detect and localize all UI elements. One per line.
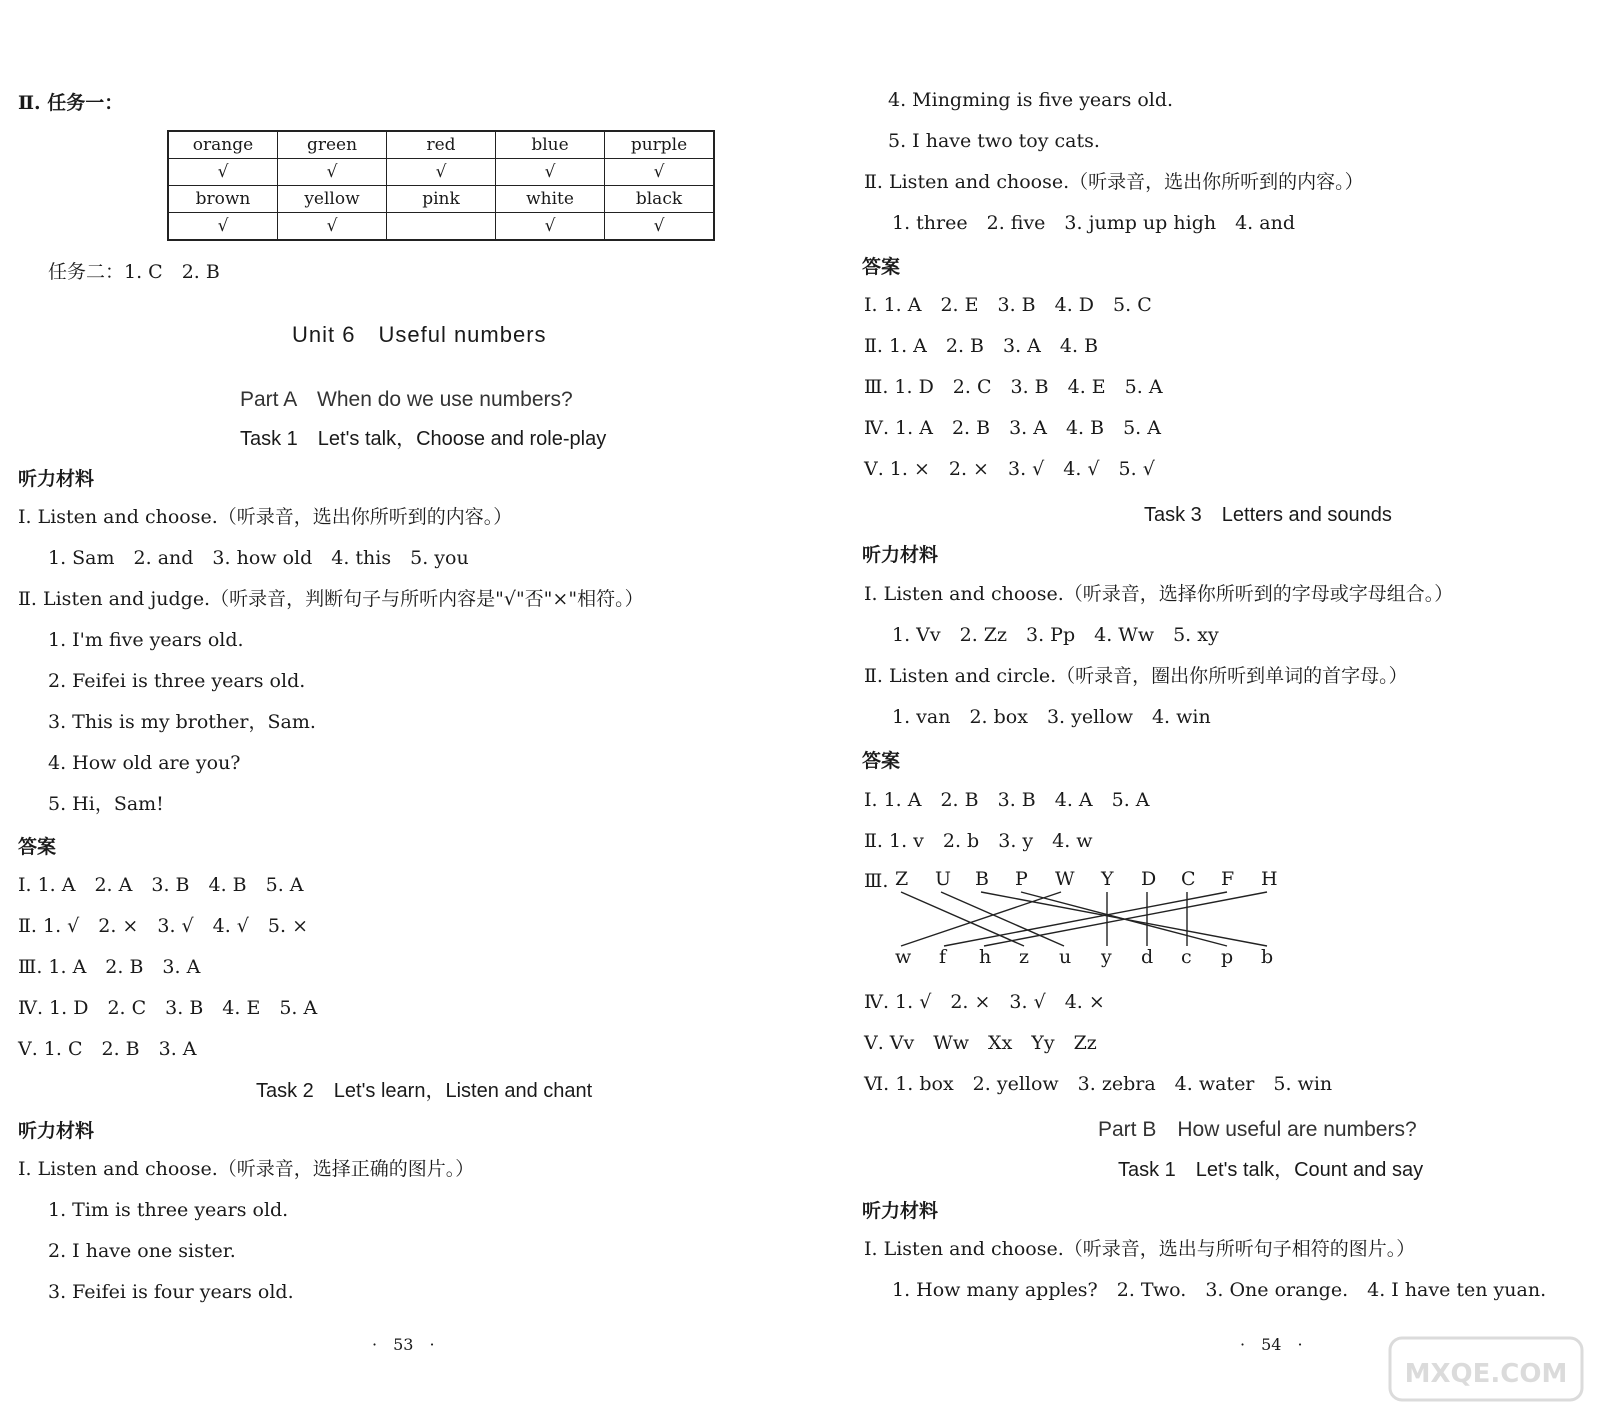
listening-ii-item: 3. This is my brother，Sam. [48, 711, 316, 733]
table-row [168, 159, 714, 186]
table-cell: yellow [278, 186, 387, 213]
listening-material-heading: 听力材料 [862, 544, 939, 566]
uppercase-letter: H [1261, 868, 1278, 890]
table-cell: brown [168, 186, 278, 213]
answer-line: Ⅳ. 1. √ 2. × 3. √ 4. × [864, 991, 1105, 1013]
listening-section-ii: Ⅱ. Listen and judge.（听录音，判断句子与所听内容是"√"否"×"相符。） [18, 588, 644, 610]
table-cell: √ [605, 159, 715, 186]
table-cell: orange [168, 131, 278, 159]
listening-item: 1. Tim is three years old. [48, 1199, 289, 1221]
right-page [860, 0, 1600, 1414]
watermark-text: MXQE.COM [1404, 1359, 1568, 1389]
uppercase-letter: Z [895, 868, 909, 890]
table-cell: blue [496, 131, 605, 159]
table-cell: √ [496, 159, 605, 186]
answer-line: Ⅰ. 1. A 2. A 3. B 4. B 5. A [18, 874, 304, 896]
uppercase-letter: D [1141, 868, 1157, 890]
listening-material-heading: 听力材料 [18, 1120, 95, 1142]
table-cell: √ [605, 213, 715, 241]
answers-heading: 答案 [862, 256, 901, 278]
listening-ii-items: 1. van 2. box 3. yellow 4. win [892, 706, 1211, 728]
answer-line: Ⅰ. 1. A 2. B 3. B 4. A 5. A [864, 789, 1150, 811]
matching-lines [865, 866, 1325, 976]
uppercase-letter: C [1181, 868, 1196, 890]
listening-item: 4. Mingming is five years old. [888, 89, 1174, 111]
listening-ii-item: 2. Feifei is three years old. [48, 670, 306, 692]
unit-title: Unit 6 Useful numbers [292, 322, 547, 347]
table-cell: pink [387, 186, 496, 213]
lowercase-letter: z [1019, 946, 1030, 968]
task1-title: Task 1 Let's talk，Choose and role-play [240, 428, 607, 450]
listening-section-ii: Ⅱ. Listen and choose.（听录音，选出你所听到的内容。） [864, 171, 1364, 193]
page-number: · 53 · [372, 1335, 435, 1354]
lowercase-letter: y [1101, 946, 1112, 968]
uppercase-letter: P [1015, 868, 1028, 890]
letter-matching-diagram [865, 866, 1325, 976]
lowercase-letter: f [939, 946, 947, 968]
uppercase-letter: B [975, 868, 989, 890]
lowercase-letter: w [895, 946, 912, 968]
task1-title: Task 1 Let's talk，Count and say [1118, 1159, 1424, 1181]
match-line [901, 892, 1061, 946]
table-cell: √ [168, 213, 278, 241]
lowercase-letter: u [1059, 946, 1072, 968]
listening-ii-items: 1. three 2. five 3. jump up high 4. and [892, 212, 1295, 234]
table-cell: purple [605, 131, 715, 159]
table-row [168, 213, 714, 241]
table-row [168, 186, 714, 213]
answer-line: Ⅴ. 1. × 2. × 3. √ 4. √ 5. √ [864, 458, 1155, 480]
table-cell: √ [278, 159, 387, 186]
table-cell: √ [387, 159, 496, 186]
lowercase-letter: b [1261, 946, 1274, 968]
matching-label: Ⅲ. [864, 870, 889, 892]
listening-i-items: 1. Vv 2. Zz 3. Pp 4. Ww 5. xy [892, 624, 1219, 646]
match-line [941, 892, 1064, 946]
answer-line: Ⅵ. 1. box 2. yellow 3. zebra 4. water 5. win [864, 1073, 1333, 1095]
lowercase-letter: h [979, 946, 992, 968]
lowercase-letter: p [1221, 946, 1234, 968]
left-page [0, 0, 790, 1414]
answer-line: Ⅴ. Vv Ww Xx Yy Zz [864, 1032, 1097, 1054]
listening-i-items: 1. How many apples? 2. Two. 3. One orange. 4. I have ten yuan. [892, 1279, 1547, 1301]
table-cell: green [278, 131, 387, 159]
answer-line: Ⅴ. 1. C 2. B 3. A [18, 1038, 197, 1060]
uppercase-letter: U [935, 868, 952, 890]
answer-line: Ⅱ. 1. √ 2. × 3. √ 4. √ 5. × [18, 915, 308, 937]
match-line [901, 892, 1024, 946]
task2-answer-line: 任务二：1. C 2. B [48, 261, 220, 283]
listening-item: 3. Feifei is four years old. [48, 1281, 294, 1303]
listening-ii-item: 4. How old are you? [48, 752, 241, 774]
table-cell: √ [278, 213, 387, 241]
lowercase-letter: c [1181, 946, 1192, 968]
color-check-table [167, 130, 715, 241]
match-line [944, 892, 1227, 946]
listening-section-ii: Ⅱ. Listen and circle.（听录音，圈出你所听到单词的首字母。） [864, 665, 1408, 687]
answer-line: Ⅰ. 1. A 2. E 3. B 4. D 5. C [864, 294, 1152, 316]
listening-section-i: Ⅰ. Listen and choose.（听录音，选择你所听到的字母或字母组合。） [864, 583, 1454, 605]
listening-item: 2. I have one sister. [48, 1240, 236, 1262]
listening-item: 5. I have two toy cats. [888, 130, 1100, 152]
answer-line: Ⅲ. 1. D 2. C 3. B 4. E 5. A [864, 376, 1163, 398]
listening-section-i: Ⅰ. Listen and choose.（听录音，选择正确的图片。） [18, 1158, 475, 1180]
listening-section-i: Ⅰ. Listen and choose.（听录音，选出你所听到的内容。） [18, 506, 513, 528]
listening-ii-item: 5. Hi，Sam! [48, 793, 164, 815]
answer-line: Ⅳ. 1. A 2. B 3. A 4. B 5. A [864, 417, 1161, 439]
answer-line: Ⅲ. 1. A 2. B 3. A [18, 956, 201, 978]
task2-title: Task 2 Let's learn，Listen and chant [256, 1080, 593, 1102]
watermark-logo [1386, 1334, 1586, 1404]
task3-title: Task 3 Letters and sounds [1144, 504, 1392, 526]
part-b-title: Part B How useful are numbers? [1098, 1118, 1417, 1141]
listening-i-items: 1. Sam 2. and 3. how old 4. this 5. you [48, 547, 469, 569]
section-ii-task1-heading: Ⅱ. 任务一： [18, 92, 124, 114]
answers-heading: 答案 [18, 836, 57, 858]
table-cell: red [387, 131, 496, 159]
page-number: · 54 · [1240, 1335, 1303, 1354]
answers-heading: 答案 [862, 750, 901, 772]
answer-line: Ⅱ. 1. v 2. b 3. y 4. w [864, 830, 1093, 852]
listening-material-heading: 听力材料 [862, 1200, 939, 1222]
part-a-title: Part A When do we use numbers? [240, 388, 573, 411]
table-cell: black [605, 186, 715, 213]
lowercase-letter: d [1141, 946, 1154, 968]
answer-line: Ⅱ. 1. A 2. B 3. A 4. B [864, 335, 1099, 357]
table-cell: white [496, 186, 605, 213]
table-cell [387, 213, 496, 241]
uppercase-letter: W [1055, 868, 1075, 890]
table-row [168, 131, 714, 159]
listening-section-i: Ⅰ. Listen and choose.（听录音，选出与所听句子相符的图片。） [864, 1238, 1416, 1260]
answer-line: Ⅳ. 1. D 2. C 3. B 4. E 5. A [18, 997, 318, 1019]
table-cell: √ [168, 159, 278, 186]
listening-material-heading: 听力材料 [18, 468, 95, 490]
table-cell: √ [496, 213, 605, 241]
uppercase-letter: Y [1101, 868, 1114, 890]
uppercase-letter: F [1221, 868, 1235, 890]
listening-ii-item: 1. I'm five years old. [48, 629, 244, 651]
